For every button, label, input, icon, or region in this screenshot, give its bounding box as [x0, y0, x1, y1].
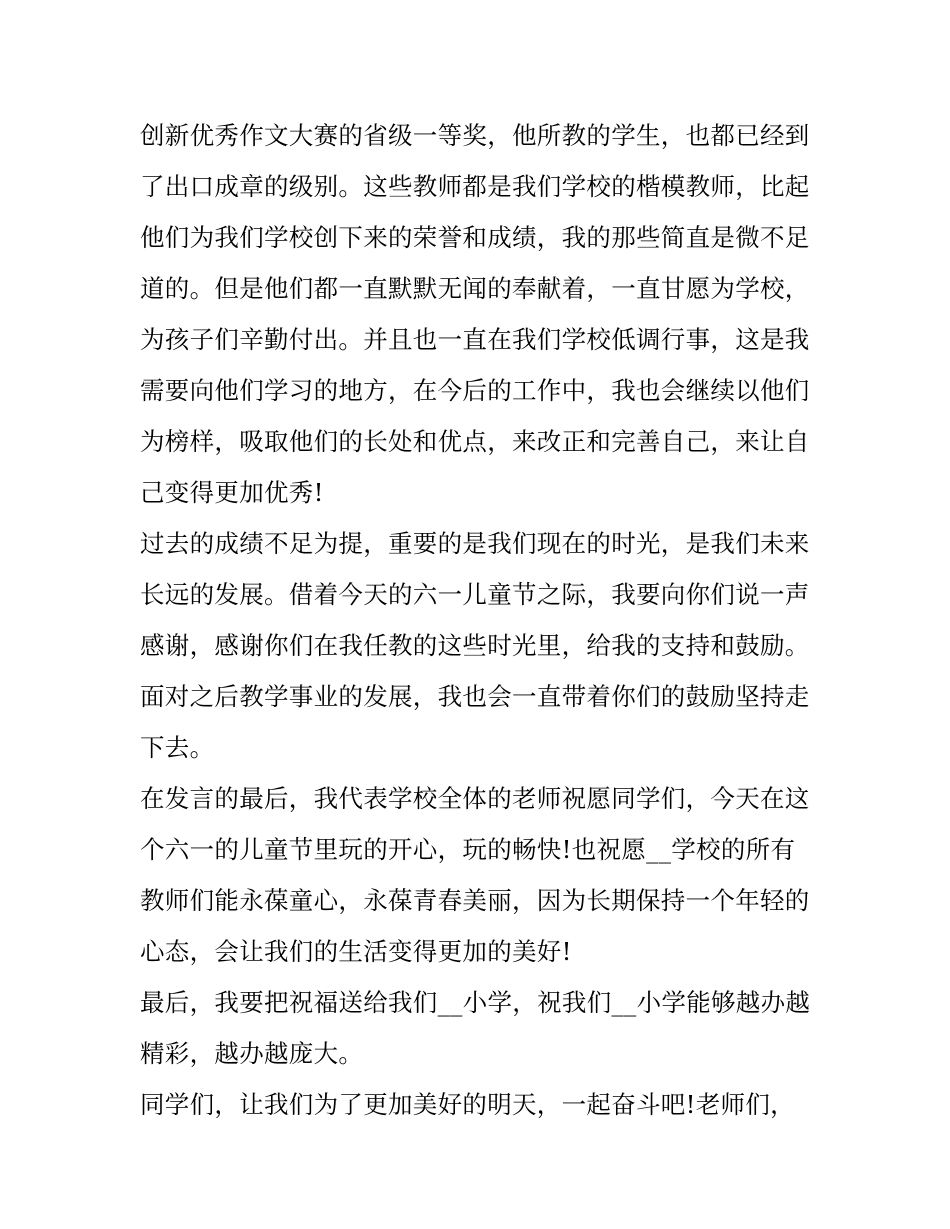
text-line: 道的。但是他们都一直默默无闻的奉献着，一直甘愿为学校， — [140, 274, 810, 303]
text-line: 最后，我要把祝福送给我们__小学，祝我们__小学能够越办越 — [140, 988, 811, 1017]
text-line: 为榜样，吸取他们的长处和优点，来改正和完善自己，来让自 — [140, 427, 810, 456]
text-line: 为孩子们辛勤付出。并且也一直在我们学校低调行事，这是我 — [140, 325, 810, 354]
text-line: 长远的发展。借着今天的六一儿童节之际，我要向你们说一声 — [140, 580, 810, 609]
text-line: 同学们，让我们为了更加美好的明天，一起奋斗吧!老师们， — [140, 1090, 795, 1119]
text-line: 个六一的儿童节里玩的开心，玩的畅快!也祝愿__学校的所有 — [140, 835, 796, 864]
text-line: 精彩，越办越庞大。 — [140, 1039, 364, 1068]
text-line: 了出口成章的级别。这些教师都是我们学校的楷模教师，比起 — [140, 172, 810, 201]
text-line: 心态，会让我们的生活变得更加的美好! — [140, 937, 572, 966]
text-line: 感谢，感谢你们在我任教的这些时光里，给我的支持和鼓励。 — [140, 631, 810, 660]
text-line: 他们为我们学校创下来的荣誉和成绩，我的那些简直是微不足 — [140, 223, 810, 252]
text-line: 面对之后教学事业的发展，我也会一直带着你们的鼓励坚持走 — [140, 682, 810, 711]
text-line: 在发言的最后，我代表学校全体的老师祝愿同学们，今天在这 — [140, 784, 810, 813]
text-line: 过去的成绩不足为提，重要的是我们现在的时光，是我们未来 — [140, 529, 810, 558]
text-line: 己变得更加优秀! — [140, 478, 324, 507]
text-line: 创新优秀作文大赛的省级一等奖，他所教的学生，也都已经到 — [140, 121, 810, 150]
text-line: 需要向他们学习的地方，在今后的工作中，我也会继续以他们 — [140, 376, 810, 405]
text-line: 教师们能永葆童心，永葆青春美丽，因为长期保持一个年轻的 — [140, 886, 810, 915]
text-line: 下去。 — [140, 733, 215, 762]
body-text — [140, 110, 820, 1130]
